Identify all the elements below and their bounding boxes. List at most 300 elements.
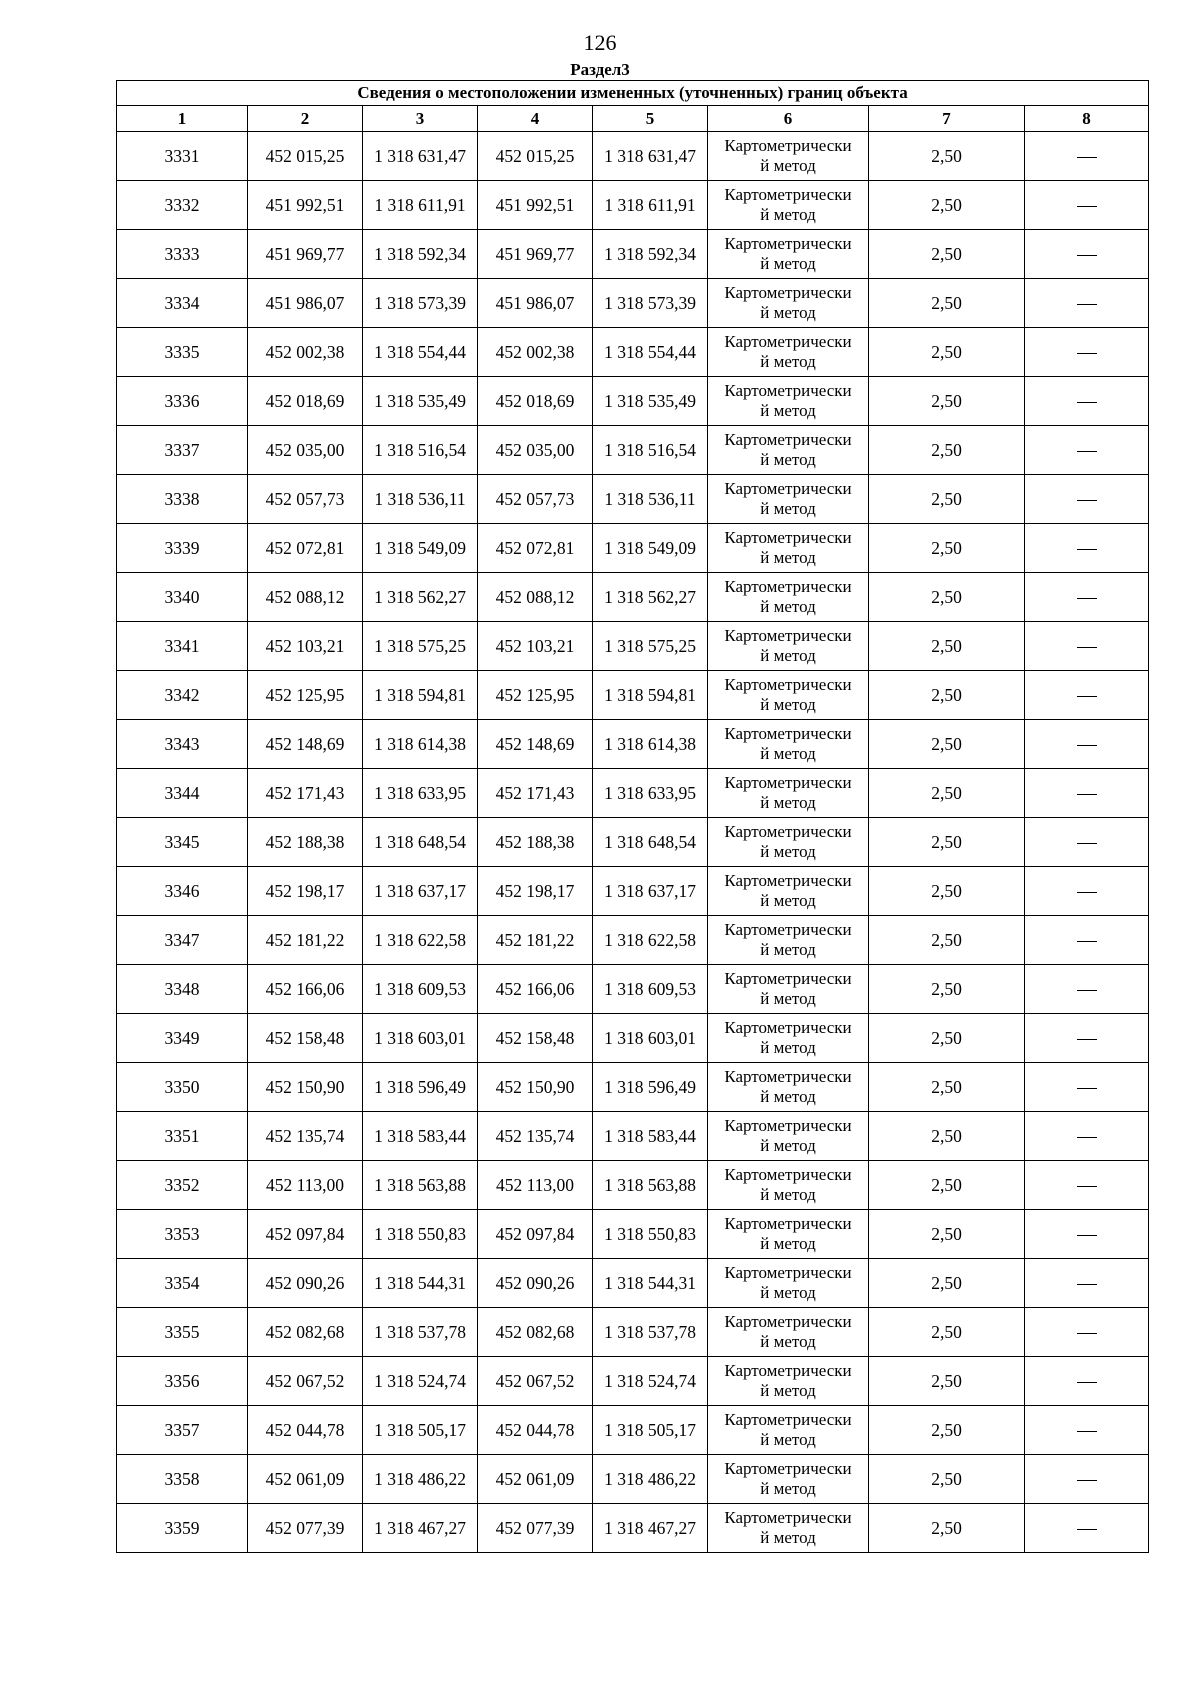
y-new-cell: 1 318 467,27 <box>593 1504 708 1553</box>
method-text-line1: Картометрически <box>724 822 852 841</box>
x-new-cell: 452 088,12 <box>478 573 593 622</box>
y-new-cell: 1 318 550,83 <box>593 1210 708 1259</box>
dash-mark <box>1077 1529 1097 1530</box>
table-row <box>117 573 1149 622</box>
x-old-cell: 452 090,26 <box>248 1259 363 1308</box>
table-row <box>117 524 1149 573</box>
empty-value-cell <box>1025 279 1149 328</box>
empty-value-cell <box>1025 965 1149 1014</box>
empty-value-cell <box>1025 1308 1149 1357</box>
method-text-line1: Картометрически <box>724 724 852 743</box>
method-text-line2: й метод <box>760 1528 816 1547</box>
x-old-cell: 452 002,38 <box>248 328 363 377</box>
method-text-line2: й метод <box>760 793 816 812</box>
point-number-cell: 3337 <box>117 426 248 475</box>
table-row <box>117 769 1149 818</box>
method-cell <box>708 622 869 671</box>
method-cell <box>708 671 869 720</box>
y-new-cell: 1 318 573,39 <box>593 279 708 328</box>
table-body <box>117 132 1149 1553</box>
y-new-cell: 1 318 633,95 <box>593 769 708 818</box>
table-row <box>117 377 1149 426</box>
empty-value-cell <box>1025 1455 1149 1504</box>
x-old-cell: 452 061,09 <box>248 1455 363 1504</box>
column-number-5: 5 <box>593 106 708 132</box>
method-text-line1: Картометрически <box>724 577 852 596</box>
x-new-cell: 452 072,81 <box>478 524 593 573</box>
method-text-line2: й метод <box>760 156 816 175</box>
empty-value-cell <box>1025 132 1149 181</box>
method-text-line2: й метод <box>760 548 816 567</box>
y-new-cell: 1 318 637,17 <box>593 867 708 916</box>
accuracy-cell: 2,50 <box>869 965 1025 1014</box>
y-old-cell: 1 318 554,44 <box>363 328 478 377</box>
point-number-cell: 3343 <box>117 720 248 769</box>
method-text-line2: й метод <box>760 450 816 469</box>
table-row <box>117 1357 1149 1406</box>
x-old-cell: 451 969,77 <box>248 230 363 279</box>
method-text-line1: Картометрически <box>724 234 852 253</box>
y-new-cell: 1 318 648,54 <box>593 818 708 867</box>
method-cell <box>708 377 869 426</box>
method-cell <box>708 720 869 769</box>
y-old-cell: 1 318 537,78 <box>363 1308 478 1357</box>
x-new-cell: 452 077,39 <box>478 1504 593 1553</box>
empty-value-cell <box>1025 524 1149 573</box>
y-old-cell: 1 318 562,27 <box>363 573 478 622</box>
table-row <box>117 1308 1149 1357</box>
y-new-cell: 1 318 592,34 <box>593 230 708 279</box>
x-new-cell: 451 992,51 <box>478 181 593 230</box>
method-text-line2: й метод <box>760 1479 816 1498</box>
method-text-line1: Картометрически <box>724 528 852 547</box>
method-text-line2: й метод <box>760 1381 816 1400</box>
dash-mark <box>1077 255 1097 256</box>
method-text-line1: Картометрически <box>724 626 852 645</box>
accuracy-cell: 2,50 <box>869 720 1025 769</box>
y-new-cell: 1 318 486,22 <box>593 1455 708 1504</box>
x-old-cell: 452 113,00 <box>248 1161 363 1210</box>
y-new-cell: 1 318 614,38 <box>593 720 708 769</box>
dash-mark <box>1077 1088 1097 1089</box>
x-new-cell: 452 103,21 <box>478 622 593 671</box>
x-new-cell: 452 188,38 <box>478 818 593 867</box>
dash-mark <box>1077 206 1097 207</box>
table-row <box>117 720 1149 769</box>
y-old-cell: 1 318 614,38 <box>363 720 478 769</box>
column-number-1: 1 <box>117 106 248 132</box>
table-row <box>117 1112 1149 1161</box>
empty-value-cell <box>1025 1112 1149 1161</box>
x-new-cell: 452 125,95 <box>478 671 593 720</box>
point-number-cell: 3357 <box>117 1406 248 1455</box>
x-new-cell: 452 113,00 <box>478 1161 593 1210</box>
y-old-cell: 1 318 603,01 <box>363 1014 478 1063</box>
point-number-cell: 3352 <box>117 1161 248 1210</box>
y-old-cell: 1 318 524,74 <box>363 1357 478 1406</box>
x-old-cell: 452 035,00 <box>248 426 363 475</box>
method-cell <box>708 132 869 181</box>
method-cell <box>708 230 869 279</box>
x-new-cell: 452 002,38 <box>478 328 593 377</box>
method-cell <box>708 1504 869 1553</box>
empty-value-cell <box>1025 1161 1149 1210</box>
method-text-line1: Картометрически <box>724 1263 852 1282</box>
y-old-cell: 1 318 583,44 <box>363 1112 478 1161</box>
point-number-cell: 3349 <box>117 1014 248 1063</box>
method-cell <box>708 475 869 524</box>
method-text-line2: й метод <box>760 646 816 665</box>
y-old-cell: 1 318 609,53 <box>363 965 478 1014</box>
method-text-line2: й метод <box>760 401 816 420</box>
y-old-cell: 1 318 516,54 <box>363 426 478 475</box>
y-old-cell: 1 318 467,27 <box>363 1504 478 1553</box>
method-text-line1: Картометрически <box>724 920 852 939</box>
x-old-cell: 452 150,90 <box>248 1063 363 1112</box>
empty-value-cell <box>1025 1259 1149 1308</box>
x-new-cell: 451 969,77 <box>478 230 593 279</box>
x-old-cell: 452 015,25 <box>248 132 363 181</box>
method-text-line1: Картометрически <box>724 1214 852 1233</box>
x-new-cell: 452 171,43 <box>478 769 593 818</box>
column-number-8: 8 <box>1025 106 1149 132</box>
method-text-line1: Картометрически <box>724 969 852 988</box>
y-new-cell: 1 318 544,31 <box>593 1259 708 1308</box>
y-new-cell: 1 318 535,49 <box>593 377 708 426</box>
x-new-cell: 452 158,48 <box>478 1014 593 1063</box>
empty-value-cell <box>1025 475 1149 524</box>
dash-mark <box>1077 1333 1097 1334</box>
point-number-cell: 3358 <box>117 1455 248 1504</box>
accuracy-cell: 2,50 <box>869 1455 1025 1504</box>
method-text-line2: й метод <box>760 499 816 518</box>
y-new-cell: 1 318 536,11 <box>593 475 708 524</box>
method-cell <box>708 181 869 230</box>
table-row <box>117 965 1149 1014</box>
x-old-cell: 452 171,43 <box>248 769 363 818</box>
x-old-cell: 452 103,21 <box>248 622 363 671</box>
x-new-cell: 452 097,84 <box>478 1210 593 1259</box>
dash-mark <box>1077 1382 1097 1383</box>
method-text-line1: Картометрически <box>724 1312 852 1331</box>
y-old-cell: 1 318 550,83 <box>363 1210 478 1259</box>
method-text-line2: й метод <box>760 1430 816 1449</box>
point-number-cell: 3344 <box>117 769 248 818</box>
empty-value-cell <box>1025 867 1149 916</box>
point-number-cell: 3341 <box>117 622 248 671</box>
x-new-cell: 452 015,25 <box>478 132 593 181</box>
method-text-line2: й метод <box>760 940 816 959</box>
dash-mark <box>1077 794 1097 795</box>
y-old-cell: 1 318 596,49 <box>363 1063 478 1112</box>
x-old-cell: 452 198,17 <box>248 867 363 916</box>
accuracy-cell: 2,50 <box>869 181 1025 230</box>
table-row <box>117 328 1149 377</box>
x-new-cell: 452 057,73 <box>478 475 593 524</box>
table-row <box>117 426 1149 475</box>
table-row <box>117 181 1149 230</box>
dash-mark <box>1077 157 1097 158</box>
method-cell <box>708 1161 869 1210</box>
point-number-cell: 3332 <box>117 181 248 230</box>
y-old-cell: 1 318 563,88 <box>363 1161 478 1210</box>
dash-mark <box>1077 1284 1097 1285</box>
empty-value-cell <box>1025 230 1149 279</box>
accuracy-cell: 2,50 <box>869 1357 1025 1406</box>
table-row <box>117 1406 1149 1455</box>
table-row <box>117 1210 1149 1259</box>
method-cell <box>708 818 869 867</box>
table-row <box>117 1161 1149 1210</box>
table-row <box>117 818 1149 867</box>
table-row <box>117 132 1149 181</box>
x-old-cell: 452 148,69 <box>248 720 363 769</box>
point-number-cell: 3345 <box>117 818 248 867</box>
x-new-cell: 451 986,07 <box>478 279 593 328</box>
table-row <box>117 475 1149 524</box>
accuracy-cell: 2,50 <box>869 1406 1025 1455</box>
dash-mark <box>1077 745 1097 746</box>
dash-mark <box>1077 990 1097 991</box>
y-new-cell: 1 318 609,53 <box>593 965 708 1014</box>
y-new-cell: 1 318 537,78 <box>593 1308 708 1357</box>
empty-value-cell <box>1025 1357 1149 1406</box>
method-cell <box>708 916 869 965</box>
empty-value-cell <box>1025 769 1149 818</box>
x-old-cell: 452 158,48 <box>248 1014 363 1063</box>
table-row <box>117 1455 1149 1504</box>
method-cell <box>708 1063 869 1112</box>
point-number-cell: 3351 <box>117 1112 248 1161</box>
accuracy-cell: 2,50 <box>869 328 1025 377</box>
method-text-line2: й метод <box>760 989 816 1008</box>
accuracy-cell: 2,50 <box>869 1504 1025 1553</box>
accuracy-cell: 2,50 <box>869 1161 1025 1210</box>
method-cell <box>708 1308 869 1357</box>
dash-mark <box>1077 1480 1097 1481</box>
method-text-line2: й метод <box>760 1038 816 1057</box>
table-row <box>117 1014 1149 1063</box>
accuracy-cell: 2,50 <box>869 1063 1025 1112</box>
point-number-cell: 3336 <box>117 377 248 426</box>
method-text-line2: й метод <box>760 303 816 322</box>
y-old-cell: 1 318 622,58 <box>363 916 478 965</box>
dash-mark <box>1077 549 1097 550</box>
accuracy-cell: 2,50 <box>869 377 1025 426</box>
method-text-line1: Картометрически <box>724 1361 852 1380</box>
x-old-cell: 452 125,95 <box>248 671 363 720</box>
empty-value-cell <box>1025 818 1149 867</box>
point-number-cell: 3350 <box>117 1063 248 1112</box>
empty-value-cell <box>1025 1406 1149 1455</box>
y-new-cell: 1 318 516,54 <box>593 426 708 475</box>
method-cell <box>708 1357 869 1406</box>
point-number-cell: 3353 <box>117 1210 248 1259</box>
empty-value-cell <box>1025 720 1149 769</box>
dash-mark <box>1077 892 1097 893</box>
empty-value-cell <box>1025 1063 1149 1112</box>
dash-mark <box>1077 1039 1097 1040</box>
method-text-line2: й метод <box>760 744 816 763</box>
method-text-line2: й метод <box>760 842 816 861</box>
point-number-cell: 3354 <box>117 1259 248 1308</box>
dash-mark <box>1077 451 1097 452</box>
accuracy-cell: 2,50 <box>869 524 1025 573</box>
x-old-cell: 451 992,51 <box>248 181 363 230</box>
accuracy-cell: 2,50 <box>869 818 1025 867</box>
method-text-line2: й метод <box>760 695 816 714</box>
x-old-cell: 452 067,52 <box>248 1357 363 1406</box>
x-new-cell: 452 035,00 <box>478 426 593 475</box>
x-new-cell: 452 082,68 <box>478 1308 593 1357</box>
y-old-cell: 1 318 648,54 <box>363 818 478 867</box>
method-text-line1: Картометрически <box>724 1410 852 1429</box>
point-number-cell: 3333 <box>117 230 248 279</box>
x-old-cell: 452 181,22 <box>248 916 363 965</box>
method-cell <box>708 573 869 622</box>
method-cell <box>708 965 869 1014</box>
dash-mark <box>1077 941 1097 942</box>
x-old-cell: 452 057,73 <box>248 475 363 524</box>
y-old-cell: 1 318 505,17 <box>363 1406 478 1455</box>
accuracy-cell: 2,50 <box>869 867 1025 916</box>
empty-value-cell <box>1025 1014 1149 1063</box>
method-text-line1: Картометрически <box>724 871 852 890</box>
empty-value-cell <box>1025 328 1149 377</box>
method-cell <box>708 867 869 916</box>
y-old-cell: 1 318 594,81 <box>363 671 478 720</box>
method-text-line1: Картометрически <box>724 1018 852 1037</box>
method-text-line1: Картометрически <box>724 1116 852 1135</box>
dash-mark <box>1077 843 1097 844</box>
table-row <box>117 1063 1149 1112</box>
y-new-cell: 1 318 594,81 <box>593 671 708 720</box>
y-old-cell: 1 318 544,31 <box>363 1259 478 1308</box>
method-cell <box>708 279 869 328</box>
point-number-cell: 3334 <box>117 279 248 328</box>
point-number-cell: 3355 <box>117 1308 248 1357</box>
dash-mark <box>1077 598 1097 599</box>
table-row <box>117 1259 1149 1308</box>
column-number-row <box>117 106 1149 132</box>
x-old-cell: 452 097,84 <box>248 1210 363 1259</box>
accuracy-cell: 2,50 <box>869 279 1025 328</box>
method-text-line2: й метод <box>760 352 816 371</box>
table-row <box>117 230 1149 279</box>
point-number-cell: 3356 <box>117 1357 248 1406</box>
y-new-cell: 1 318 611,91 <box>593 181 708 230</box>
y-old-cell: 1 318 535,49 <box>363 377 478 426</box>
method-text-line2: й метод <box>760 1234 816 1253</box>
point-number-cell: 3331 <box>117 132 248 181</box>
method-text-line2: й метод <box>760 1185 816 1204</box>
y-old-cell: 1 318 573,39 <box>363 279 478 328</box>
method-cell <box>708 524 869 573</box>
accuracy-cell: 2,50 <box>869 622 1025 671</box>
dash-mark <box>1077 500 1097 501</box>
x-new-cell: 452 061,09 <box>478 1455 593 1504</box>
y-new-cell: 1 318 549,09 <box>593 524 708 573</box>
method-text-line1: Картометрически <box>724 675 852 694</box>
method-text-line1: Картометрически <box>724 479 852 498</box>
y-old-cell: 1 318 611,91 <box>363 181 478 230</box>
column-number-3: 3 <box>363 106 478 132</box>
method-cell <box>708 1259 869 1308</box>
x-old-cell: 452 044,78 <box>248 1406 363 1455</box>
accuracy-cell: 2,50 <box>869 132 1025 181</box>
method-cell <box>708 1210 869 1259</box>
y-new-cell: 1 318 554,44 <box>593 328 708 377</box>
empty-value-cell <box>1025 426 1149 475</box>
x-old-cell: 452 077,39 <box>248 1504 363 1553</box>
empty-value-cell <box>1025 1504 1149 1553</box>
accuracy-cell: 2,50 <box>869 1259 1025 1308</box>
y-old-cell: 1 318 536,11 <box>363 475 478 524</box>
page-number: 126 <box>583 30 617 55</box>
method-text-line2: й метод <box>760 597 816 616</box>
x-new-cell: 452 148,69 <box>478 720 593 769</box>
method-text-line1: Картометрически <box>724 283 852 302</box>
x-new-cell: 452 166,06 <box>478 965 593 1014</box>
dash-mark <box>1077 304 1097 305</box>
dash-mark <box>1077 1137 1097 1138</box>
table-row <box>117 671 1149 720</box>
accuracy-cell: 2,50 <box>869 230 1025 279</box>
point-number-cell: 3339 <box>117 524 248 573</box>
dash-mark <box>1077 353 1097 354</box>
accuracy-cell: 2,50 <box>869 475 1025 524</box>
x-new-cell: 452 150,90 <box>478 1063 593 1112</box>
y-old-cell: 1 318 631,47 <box>363 132 478 181</box>
x-old-cell: 452 135,74 <box>248 1112 363 1161</box>
y-new-cell: 1 318 562,27 <box>593 573 708 622</box>
point-number-cell: 3359 <box>117 1504 248 1553</box>
empty-value-cell <box>1025 1210 1149 1259</box>
method-text-line1: Картометрически <box>724 136 852 155</box>
accuracy-cell: 2,50 <box>869 671 1025 720</box>
accuracy-cell: 2,50 <box>869 1014 1025 1063</box>
y-new-cell: 1 318 505,17 <box>593 1406 708 1455</box>
column-number-2: 2 <box>248 106 363 132</box>
y-new-cell: 1 318 603,01 <box>593 1014 708 1063</box>
column-number-6: 6 <box>708 106 869 132</box>
method-text-line1: Картометрически <box>724 773 852 792</box>
accuracy-cell: 2,50 <box>869 769 1025 818</box>
table-row <box>117 916 1149 965</box>
coordinates-table <box>116 80 1149 1553</box>
method-cell <box>708 426 869 475</box>
column-number-7: 7 <box>869 106 1025 132</box>
y-old-cell: 1 318 637,17 <box>363 867 478 916</box>
x-old-cell: 452 018,69 <box>248 377 363 426</box>
y-new-cell: 1 318 622,58 <box>593 916 708 965</box>
method-text-line1: Картометрически <box>724 1508 852 1527</box>
column-number-4: 4 <box>478 106 593 132</box>
x-new-cell: 452 018,69 <box>478 377 593 426</box>
empty-value-cell <box>1025 671 1149 720</box>
dash-mark <box>1077 1186 1097 1187</box>
x-old-cell: 452 188,38 <box>248 818 363 867</box>
method-text-line2: й метод <box>760 1136 816 1155</box>
point-number-cell: 3347 <box>117 916 248 965</box>
method-text-line1: Картометрически <box>724 1459 852 1478</box>
method-cell <box>708 1455 869 1504</box>
method-text-line2: й метод <box>760 1283 816 1302</box>
empty-value-cell <box>1025 573 1149 622</box>
y-new-cell: 1 318 524,74 <box>593 1357 708 1406</box>
table-row <box>117 279 1149 328</box>
method-cell <box>708 1014 869 1063</box>
